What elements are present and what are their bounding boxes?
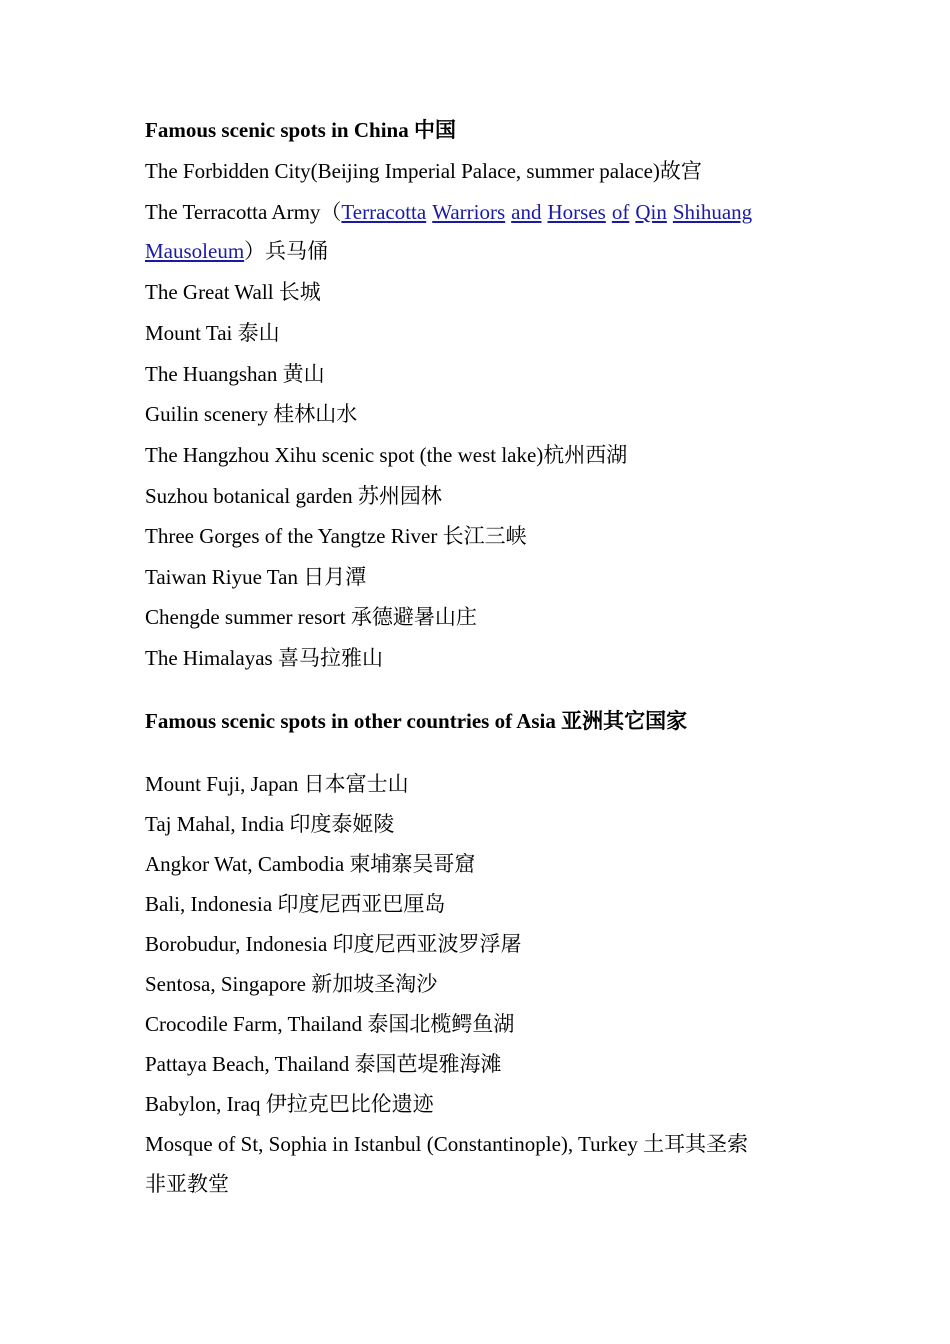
list-item: Borobudur, Indonesia 印度尼西亚波罗浮屠 (145, 932, 522, 956)
list-item: Pattaya Beach, Thailand 泰国芭堤雅海滩 (145, 1052, 502, 1076)
list-item: Taiwan Riyue Tan 日月潭 (145, 565, 367, 589)
link-warriors[interactable]: Warriors (432, 200, 506, 224)
list-item-terracotta-cont (145, 237, 328, 265)
list-item-terracotta (145, 198, 752, 226)
list-item: Mount Fuji, Japan 日本富士山 (145, 772, 409, 796)
terracotta-suffix: ）兵马俑 (244, 239, 329, 263)
list-item: The Forbidden City(Beijing Imperial Palace, summer palace)故宫 (145, 159, 702, 183)
link-horses[interactable]: Horses (547, 200, 606, 224)
list-item: Sentosa, Singapore 新加坡圣淘沙 (145, 972, 438, 996)
list-item: Mount Tai 泰山 (145, 321, 280, 345)
list-item: Bali, Indonesia 印度尼西亚巴厘岛 (145, 892, 446, 916)
list-item: Suzhou botanical garden 苏州园林 (145, 484, 442, 508)
list-item: The Great Wall 长城 (145, 280, 321, 304)
link-shihuang[interactable]: Shihuang (672, 200, 753, 224)
list-item: Crocodile Farm, Thailand 泰国北榄鳄鱼湖 (145, 1012, 515, 1036)
section-heading-asia: Famous scenic spots in other countries of Asia 亚洲其它国家 (145, 709, 688, 733)
list-item: Three Gorges of the Yangtze River 长江三峡 (145, 524, 527, 548)
list-item: Babylon, Iraq 伊拉克巴比伦遗迹 (145, 1092, 434, 1116)
list-item: The Huangshan 黄山 (145, 362, 325, 386)
list-item: Mosque of St, Sophia in Istanbul (Constantinople), Turkey 土耳其圣索 (145, 1132, 749, 1156)
list-item: Chengde summer resort 承德避暑山庄 (145, 605, 477, 629)
link-mausoleum[interactable]: Mausoleum (145, 239, 245, 263)
link-of[interactable]: of (611, 200, 630, 224)
list-item: Angkor Wat, Cambodia 柬埔寨吴哥窟 (145, 852, 476, 876)
list-item: Guilin scenery 桂林山水 (145, 402, 358, 426)
list-item-cont: 非亚教堂 (145, 1172, 229, 1196)
list-item: The Himalayas 喜马拉雅山 (145, 646, 383, 670)
list-item: The Hangzhou Xihu scenic spot (the west lake)杭州西湖 (145, 443, 628, 467)
terracotta-prefix: The Terracotta Army（ (145, 200, 342, 224)
link-qin[interactable]: Qin (635, 200, 667, 224)
link-and[interactable]: and (511, 200, 542, 224)
link-terracotta[interactable]: Terracotta (341, 200, 427, 224)
section-heading-china: Famous scenic spots in China 中国 (145, 118, 456, 142)
list-item: Taj Mahal, India 印度泰姬陵 (145, 812, 395, 836)
